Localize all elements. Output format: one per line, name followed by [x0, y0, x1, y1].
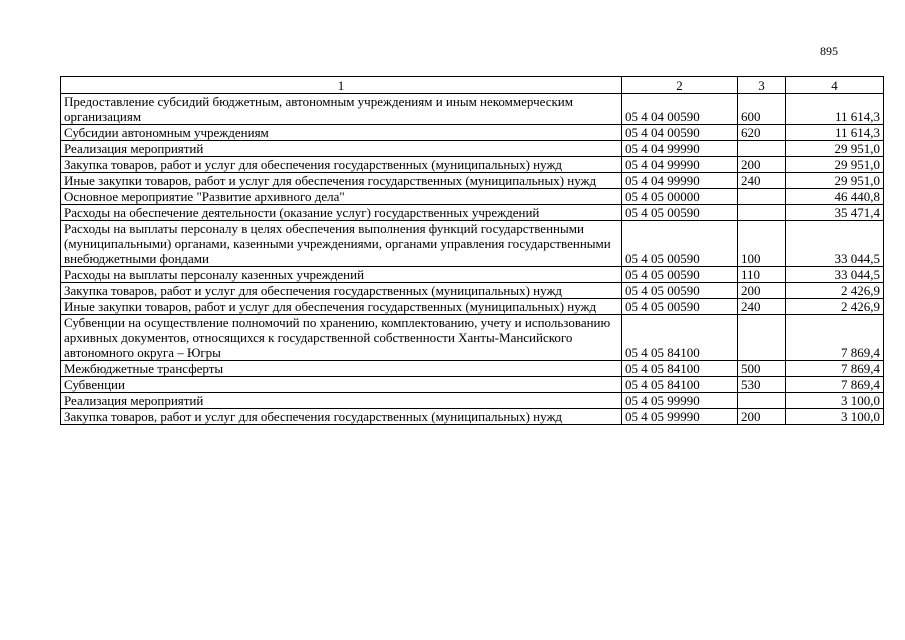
row-code: 05 4 05 00590 [622, 267, 738, 283]
row-amount: 2 426,9 [786, 299, 884, 315]
row-amount: 46 440,8 [786, 189, 884, 205]
row-code: 05 4 05 00590 [622, 205, 738, 221]
row-code: 05 4 05 00590 [622, 299, 738, 315]
table-row [61, 267, 884, 283]
row-amount: 7 869,4 [786, 377, 884, 393]
row-vr: 500 [738, 361, 786, 377]
row-amount: 7 869,4 [786, 315, 884, 361]
row-vr: 200 [738, 283, 786, 299]
row-amount: 7 869,4 [786, 361, 884, 377]
row-vr [738, 189, 786, 205]
row-code: 05 4 04 00590 [622, 94, 738, 125]
table-row [61, 157, 884, 173]
row-vr: 110 [738, 267, 786, 283]
row-amount: 35 471,4 [786, 205, 884, 221]
table-row [61, 173, 884, 189]
column-header-vr: 3 [738, 77, 786, 94]
row-amount: 3 100,0 [786, 409, 884, 425]
budget-table [60, 76, 884, 425]
row-code: 05 4 05 84100 [622, 315, 738, 361]
row-code: 05 4 04 99990 [622, 157, 738, 173]
row-code: 05 4 05 84100 [622, 377, 738, 393]
row-name: Основное мероприятие "Развитие архивного дела" [61, 189, 622, 205]
row-name: Закупка товаров, работ и услуг для обеспечения государственных (муниципальных) нужд [61, 283, 622, 299]
table-row [61, 315, 884, 361]
row-code: 05 4 04 99990 [622, 173, 738, 189]
row-name: Реализация мероприятий [61, 393, 622, 409]
row-code: 05 4 05 84100 [622, 361, 738, 377]
row-vr: 600 [738, 94, 786, 125]
row-code: 05 4 04 00590 [622, 125, 738, 141]
table-row [61, 361, 884, 377]
row-amount: 29 951,0 [786, 141, 884, 157]
row-vr: 200 [738, 157, 786, 173]
table-row [61, 141, 884, 157]
row-vr [738, 205, 786, 221]
row-vr [738, 141, 786, 157]
row-vr: 530 [738, 377, 786, 393]
column-header-name: 1 [61, 77, 622, 94]
header-row [61, 77, 884, 94]
row-name: Закупка товаров, работ и услуг для обеспечения государственных (муниципальных) нужд [61, 157, 622, 173]
row-amount: 29 951,0 [786, 157, 884, 173]
page-number: 895 [820, 44, 838, 58]
table-row [61, 377, 884, 393]
row-amount: 33 044,5 [786, 221, 884, 267]
row-name: Реализация мероприятий [61, 141, 622, 157]
row-name: Предоставление субсидий бюджетным, автономным учреждениям и иным некоммерческим организациям [61, 94, 622, 125]
row-amount: 29 951,0 [786, 173, 884, 189]
row-code: 05 4 05 00590 [622, 283, 738, 299]
row-amount: 33 044,5 [786, 267, 884, 283]
row-vr: 240 [738, 173, 786, 189]
row-code: 05 4 05 00590 [622, 221, 738, 267]
row-name: Расходы на обеспечение деятельности (оказание услуг) государственных учреждений [61, 205, 622, 221]
column-header-code: 2 [622, 77, 738, 94]
table-row [61, 125, 884, 141]
table-row [61, 189, 884, 205]
row-vr: 240 [738, 299, 786, 315]
row-vr: 620 [738, 125, 786, 141]
table-row [61, 393, 884, 409]
row-amount: 3 100,0 [786, 393, 884, 409]
row-amount: 11 614,3 [786, 125, 884, 141]
row-vr: 200 [738, 409, 786, 425]
row-name: Субвенции [61, 377, 622, 393]
row-code: 05 4 04 99990 [622, 141, 738, 157]
row-name: Иные закупки товаров, работ и услуг для обеспечения государственных (муниципальных) нужд [61, 173, 622, 189]
row-code: 05 4 05 00000 [622, 189, 738, 205]
row-vr [738, 315, 786, 361]
table-row [61, 283, 884, 299]
row-name: Иные закупки товаров, работ и услуг для обеспечения государственных (муниципальных) нужд [61, 299, 622, 315]
row-name: Субсидии автономным учреждениям [61, 125, 622, 141]
row-amount: 2 426,9 [786, 283, 884, 299]
table-row [61, 409, 884, 425]
row-name: Закупка товаров, работ и услуг для обеспечения государственных (муниципальных) нужд [61, 409, 622, 425]
table-row [61, 205, 884, 221]
row-code: 05 4 05 99990 [622, 409, 738, 425]
row-code: 05 4 05 99990 [622, 393, 738, 409]
column-header-amount: 4 [786, 77, 884, 94]
table-row [61, 299, 884, 315]
row-vr: 100 [738, 221, 786, 267]
row-name: Межбюджетные трансферты [61, 361, 622, 377]
table-row [61, 221, 884, 267]
row-vr [738, 393, 786, 409]
row-name: Расходы на выплаты персоналу в целях обеспечения выполнения функций государственными (муниципальными) органами, казенными учреждениями, органами управления государственными внебюджетными фондами [61, 221, 622, 267]
row-name: Расходы на выплаты персоналу казенных учреждений [61, 267, 622, 283]
row-amount: 11 614,3 [786, 94, 884, 125]
table-row [61, 94, 884, 125]
row-name: Субвенции на осуществление полномочий по хранению, комплектованию, учету и использованию архивных документов, относящихся к государственной собственности Ханты-Мансийского автономного округа – Югры [61, 315, 622, 361]
